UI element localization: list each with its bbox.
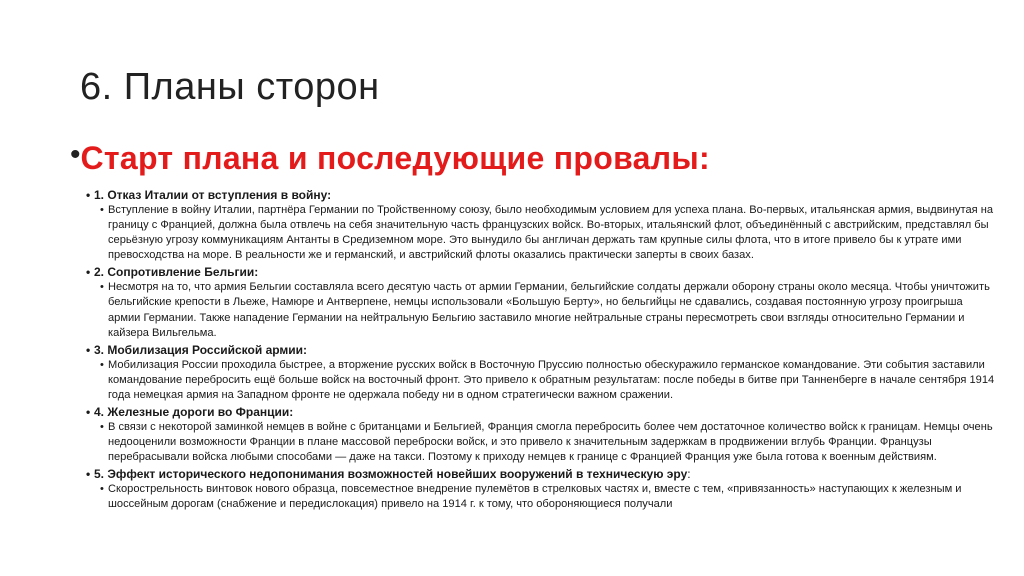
bullet-icon: • — [86, 467, 91, 482]
bullet-icon: • — [100, 204, 104, 216]
section-title-text: 4. Железные дороги во Франции: — [94, 405, 294, 420]
section-title — [86, 342, 996, 358]
section-text-body: Скорострельность винтовок нового образца, повсеместное внедрение пулемётов в стрелковых частях и, вместе с тем, «привязанность» наступающих к железным и шоссейным дорогам (снабжение и передислокация) привело на 1914 г. к тому, что обороняющиеся получали — [108, 483, 962, 511]
section-text-body: Несмотря на то, что армия Бельгии составляла всего десятую часть от армии Германии, бельгийские солдаты держали оборону страны около месяца. Чтобы уничтожить бельгийские крепости в Льеже, Намюре и Антверпене, немцы использовали «Большую Берту», но бельгийцы не сдавались, создавая постоянную угрозу проигрыша армии Германии. Также нападение Германии на нейтральную Бельгию заставило многие нейтральные страны пересмотреть свои взгляды относительно Германии и кайзера Вильгельма. — [108, 281, 990, 339]
section-title-text: 3. Мобилизация Российской армии: — [94, 342, 308, 357]
headline-row — [70, 140, 710, 177]
section-title-text: 2. Сопротивление Бельгии: — [94, 265, 259, 280]
section-title-text: 5. Эффект исторического недопонимания возможностей новейших вооружений в техническую эру — [94, 467, 688, 482]
content — [86, 186, 996, 513]
section-title-text: 1. Отказ Италии от вступления в войну: — [94, 188, 332, 202]
section-title — [86, 404, 996, 420]
bullet-icon: • — [100, 421, 104, 434]
bullet-icon: • — [100, 483, 104, 496]
bullet-icon: • — [86, 188, 91, 202]
section-title — [86, 466, 996, 482]
bullet-icon: • — [100, 281, 104, 294]
bullet-icon: • — [70, 138, 81, 171]
section-text-body: Вступление в войну Италии, партнёра Германии по Тройственному союзу, было необходимым условием для успеха плана. Во-первых, итальянская армия, выдвинутая на границу с Францией, должна была отвлечь на себя значительную часть французских войск. Во-вторых, итальянский флот, объединённый с австрийским, представлял бы серьёзную угрозу коммуникациям Антанты в Средиземном море. Это вынудило бы англичан держать там крупные силы флота, что в итоге привело бы к утрате ими превосходства на море. В реальности же и германский, и австрийский флоты оказались практически заперты в своих базах. — [108, 204, 994, 262]
section-title-wrap — [94, 466, 691, 482]
section-title-suffix: : — [687, 467, 691, 482]
section-text — [100, 280, 996, 340]
slide-title: 6. Планы сторон — [80, 66, 380, 108]
headline: Старт плана и последующие провалы: — [80, 140, 710, 176]
section-title — [86, 187, 996, 203]
section-text — [100, 420, 996, 465]
section-title — [86, 264, 996, 280]
bullet-icon: • — [86, 265, 91, 280]
section-text — [100, 358, 996, 403]
bullet-icon: • — [100, 358, 104, 371]
section-text — [100, 482, 996, 512]
bullet-icon: • — [86, 342, 91, 357]
section-text — [100, 203, 996, 263]
bullet-icon: • — [86, 405, 91, 420]
section-text-body: Мобилизация России проходила быстрее, а вторжение русских войск в Восточную Пруссию полностью обескуражило германское командование. Эти события заставили командование перебросить ещё больше войск на восточный фронт. Это привело к обратным результатам: после победы в битве при Танненберге в начале сентября 1914 года немецкая армия на Западном фронте не одержала победу ни в одном стратегически важном сражении. — [108, 358, 995, 401]
section-text-body: В связи с некоторой заминкой немцев в войне с британцами и Бельгией, Франция смогла перебросить более чем достаточное количество войск к границам. Немцы очень недооценили возможности Франции в плане массовой переброски войск, и это привело к значительным задержкам в продвижении вглубь Франции. Французы перебрасывали войска любыми способами — даже на такси. Поэтому к приходу немцев к границе с Францией Франция уже была готова к военным действиям. — [108, 421, 993, 464]
